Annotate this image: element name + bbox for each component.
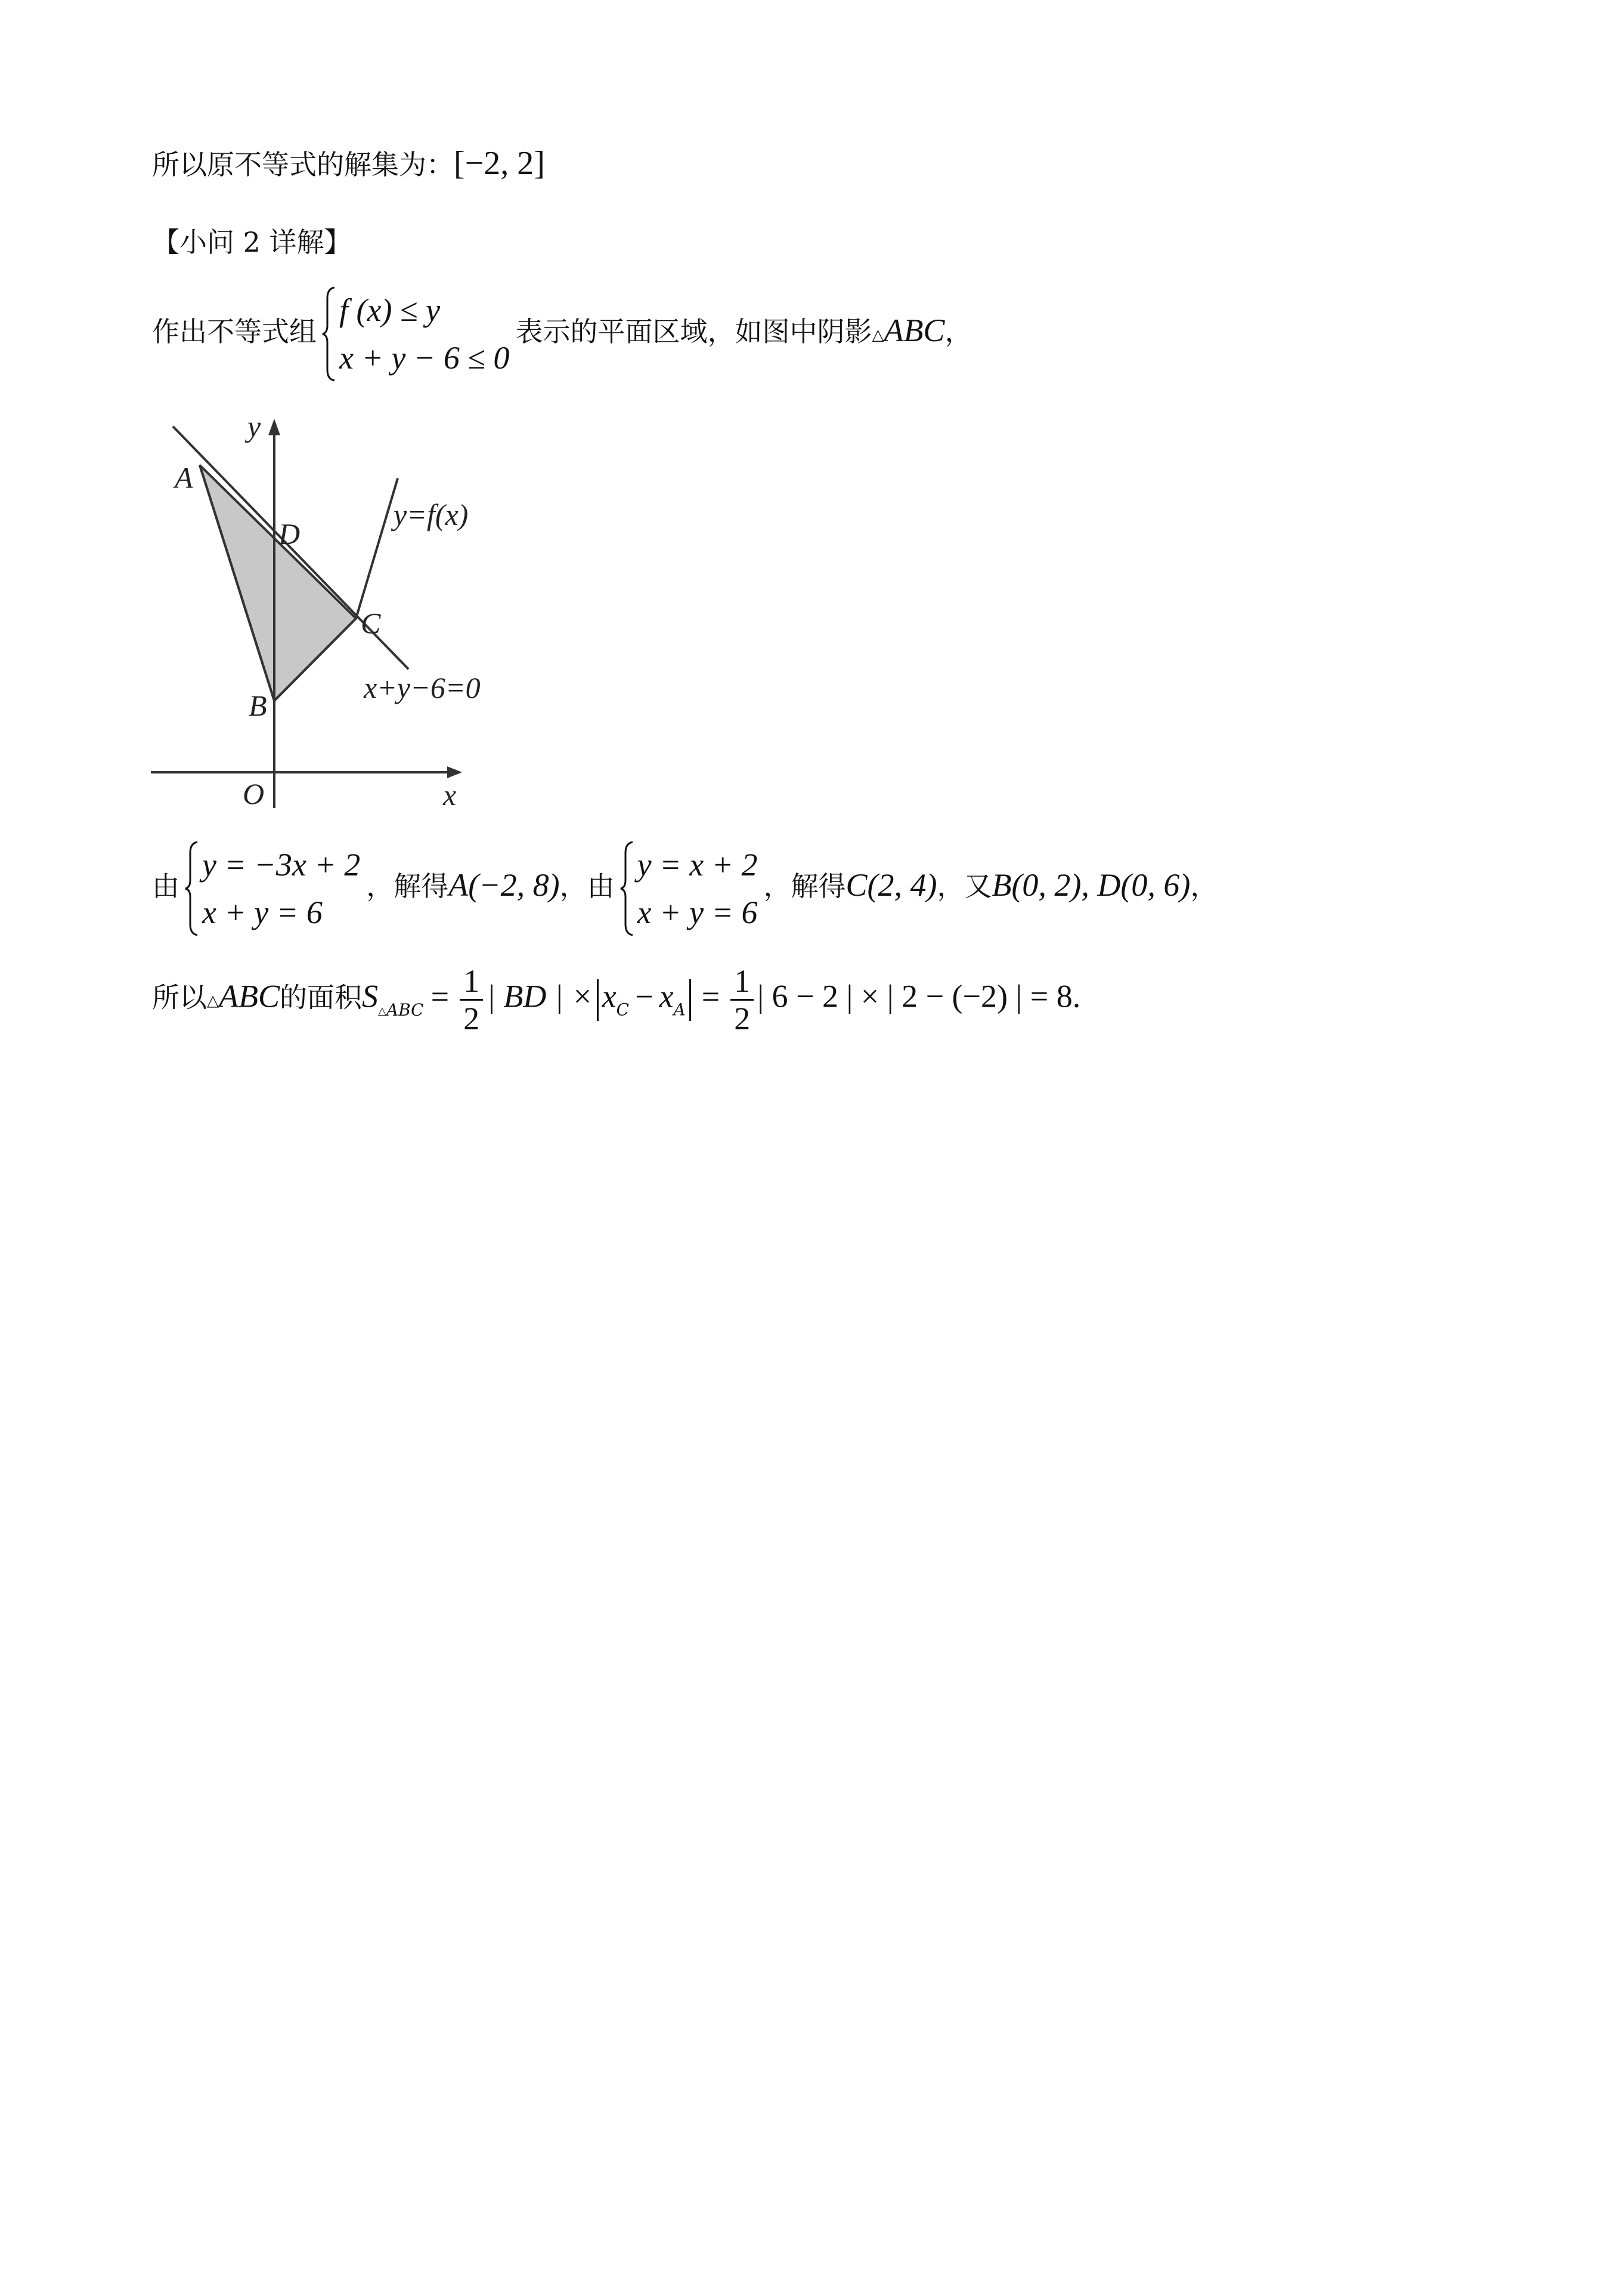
brace-icon [184,841,200,936]
solution-set-interval: [−2, 2] [454,145,545,182]
region-text-post: 表示的平面区域，如图中阴影 [515,315,872,348]
area-text-mid: 的面积 [280,981,362,1014]
area-line [152,963,1080,1036]
point-a-result: A(−2, 8) [448,867,560,903]
point-a-label: A [175,461,193,494]
region-text-end: ， [944,315,972,348]
solve-text-mid2: ，由 [559,870,615,902]
curve-label: y=f(x) [394,498,469,531]
region-figure [146,411,516,817]
fraction-denominator: 2 [734,1001,751,1036]
inequality-system [321,286,509,382]
y-axis-arrow-icon [268,419,280,435]
area-end: . [1072,978,1081,1014]
system-row-1: f (x) ≤ y [339,292,441,328]
equals-sign-2: = [701,978,720,1014]
xa-subscript: A [673,1000,686,1020]
line-label: x+y−6=0 [364,671,481,704]
system-c-row-1: y = x + 2 [637,847,758,883]
fraction-numerator: 1 [730,963,754,1001]
system-a-row-1: y = −3x + 2 [202,847,361,883]
triangle-name: ABC [884,312,945,348]
brace-icon [620,841,635,936]
shaded-triangle-abc [200,465,356,701]
fraction-half-1 [460,963,483,1036]
solve-points-line [152,841,1218,936]
bd-length-term: | BD | × [487,978,593,1014]
fraction-numerator: 1 [460,963,483,1001]
fraction-half-2 [730,963,754,1036]
equals-sign-1: = [430,978,450,1014]
area-symbol: S [362,978,378,1014]
point-d-label: D [278,517,301,550]
solution-set-text: 所以原不等式的解集为： [152,148,454,181]
triangle-symbol: △ [207,992,219,1010]
area-text-pre: 所以 [152,981,207,1014]
points-bd-result: B(0, 2), D(0, 6) [992,867,1191,903]
solve-text-mid4: ，又 [937,870,992,902]
point-c-label: C [361,607,381,640]
system-row-2: x + y − 6 ≤ 0 [339,340,510,376]
triangle-symbol: △ [872,326,884,344]
xc-symbol: x [602,978,617,1014]
system-c [620,841,758,936]
region-description-line [152,286,972,382]
system-a-row-2: x + y = 6 [202,895,323,930]
region-text-pre: 作出不等式组 [152,315,317,348]
abs-bar-right [689,979,691,1021]
area-triangle-name: ABC [219,978,280,1014]
solve-text-pre: 由 [152,870,179,902]
point-c-result: C(2, 4) [845,867,937,903]
x-axis-arrow-icon [447,766,462,778]
brace-icon [321,286,337,382]
fraction-denominator: 2 [463,1001,480,1036]
section-title: 【小问 2 详解】 [152,226,352,258]
xa-symbol: x [659,978,674,1014]
curve-f-upper [356,478,398,618]
point-b-label: B [249,689,267,722]
origin-label: O [243,777,265,810]
solve-text-end: ， [1190,870,1218,902]
x-axis-label: x [443,778,457,812]
abs-bar-left [597,979,599,1021]
y-axis-label: y [247,411,261,443]
system-a [184,841,360,936]
area-subscript: △ABC [378,1000,424,1020]
solution-set-line [152,143,545,182]
xc-subscript: C [616,1000,630,1020]
minus-sign: − [635,978,653,1014]
solve-text-mid1: ，解得 [366,870,449,902]
area-computation: | 6 − 2 | × | 2 − (−2) | = 8 [757,978,1073,1014]
solve-text-mid3: ，解得 [763,870,846,902]
system-c-row-2: x + y = 6 [637,895,758,930]
